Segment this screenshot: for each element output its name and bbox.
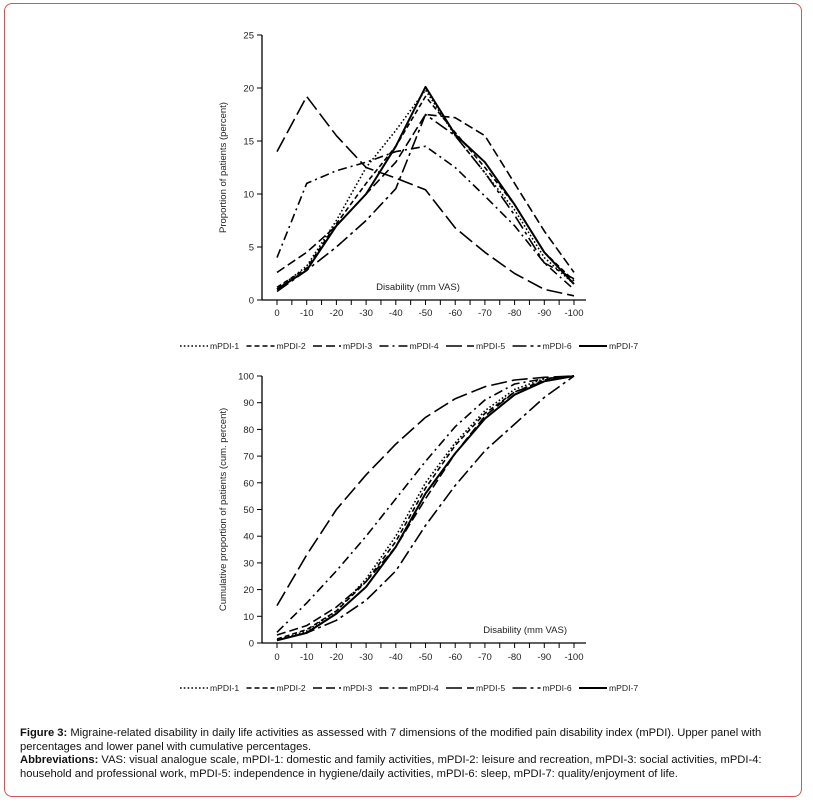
legend-label-mpdi-1: mPDI-1 [210,683,240,693]
series-line-mpdi-6 [277,115,574,292]
legend-label-mpdi-3: mPDI-3 [343,341,373,351]
series-line-mpdi-1 [277,376,574,640]
legend-label-mpdi-5: mPDI-5 [476,683,506,693]
caption-figure-label: Figure 3: [20,727,68,739]
series-line-mpdi-4 [277,376,574,632]
x-tick-label: -90 [537,652,552,663]
x-tick-label: -70 [478,652,492,663]
caption-figure-text: Migraine-related disability in daily life activities as assessed with 7 dimensions of the modified pain disability index (mPDI). Upper panel with percentages and lower panel with cumulative percentages. [20,727,762,753]
legend-label-mpdi-2: mPDI-2 [276,341,306,351]
x-axis-label: Disability (mm VAS) [483,625,567,636]
x-tick-label: -70 [478,308,492,319]
y-tick-label: 10 [243,611,254,623]
series-line-mpdi-5 [277,97,574,296]
y-tick-label: 60 [243,478,254,490]
series-line-mpdi-3 [277,376,574,635]
x-tick-label: 0 [274,652,280,663]
y-tick-label: 0 [248,638,254,650]
y-tick-label: 25 [243,30,254,42]
y-axis-label: Cumulative proportion of patients (cum. percent) [218,407,229,612]
y-tick-label: 90 [243,398,254,410]
x-tick-label: -10 [299,652,314,663]
x-tick-label: -20 [329,308,344,319]
series-line-mpdi-4 [277,146,574,289]
caption-abbrev-label: Abbreviations: [20,754,99,767]
x-tick-label: -60 [448,652,463,663]
y-tick-label: 20 [243,585,254,597]
y-tick-label: 20 [243,83,254,95]
y-tick-label: 40 [243,531,254,543]
y-tick-label: 50 [243,505,254,516]
series-line-mpdi-6 [277,376,574,640]
y-tick-label: 70 [243,451,254,463]
caption-abbrev-text: VAS: visual analogue scale, mPDI-1: domestic and family activities, mPDI-2: leisure and recreation, mPDI-3: social activities, mPDI-4: household and professional work, mPDI-5: independence in hygiene/daily activities, mPDI-6: sleep, mPDI-7: quality/enjoyment of life. [20,754,762,780]
chart-panel-1 [180,31,638,352]
legend-label-mpdi-4: mPDI-4 [409,341,439,351]
y-tick-label: 30 [243,558,254,570]
x-tick-label: 0 [274,308,280,319]
y-tick-label: 100 [238,371,254,383]
x-tick-label: -80 [507,652,522,663]
y-tick-label: 15 [243,136,254,148]
legend-label-mpdi-7: mPDI-7 [609,341,639,351]
y-tick-label: 5 [248,242,254,254]
y-tick-label: 10 [243,189,254,201]
x-tick-label: -10 [299,308,314,319]
x-tick-label: -30 [359,308,373,319]
x-tick-label: -100 [564,308,584,319]
x-tick-label: -40 [388,308,403,319]
legend-label-mpdi-7: mPDI-7 [609,683,639,693]
legend-label-mpdi-3: mPDI-3 [343,683,373,693]
figure-caption [20,727,790,781]
x-axis-label: Disability (mm VAS) [376,282,460,293]
y-tick-label: 80 [243,424,254,436]
x-tick-label: -90 [537,308,552,319]
x-tick-label: -100 [564,652,584,663]
legend-label-mpdi-1: mPDI-1 [210,341,240,351]
x-tick-label: -30 [359,652,373,663]
x-tick-label: -50 [418,652,433,663]
x-tick-label: -20 [329,652,344,663]
chart-panel-2 [180,372,638,694]
x-tick-label: -40 [388,652,403,663]
x-tick-label: -50 [418,308,433,319]
series-line-mpdi-2 [277,376,574,639]
legend-label-mpdi-6: mPDI-6 [542,341,572,351]
y-tick-label: 0 [248,295,254,307]
y-axis-label: Proportion of patients (percent) [218,102,229,233]
legend-label-mpdi-6: mPDI-6 [542,683,572,693]
legend-label-mpdi-4: mPDI-4 [409,683,439,693]
series-line-mpdi-7 [277,376,574,640]
legend-label-mpdi-5: mPDI-5 [476,341,506,351]
x-tick-label: -80 [507,308,522,319]
legend-label-mpdi-2: mPDI-2 [276,683,306,693]
x-tick-label: -60 [448,308,463,319]
